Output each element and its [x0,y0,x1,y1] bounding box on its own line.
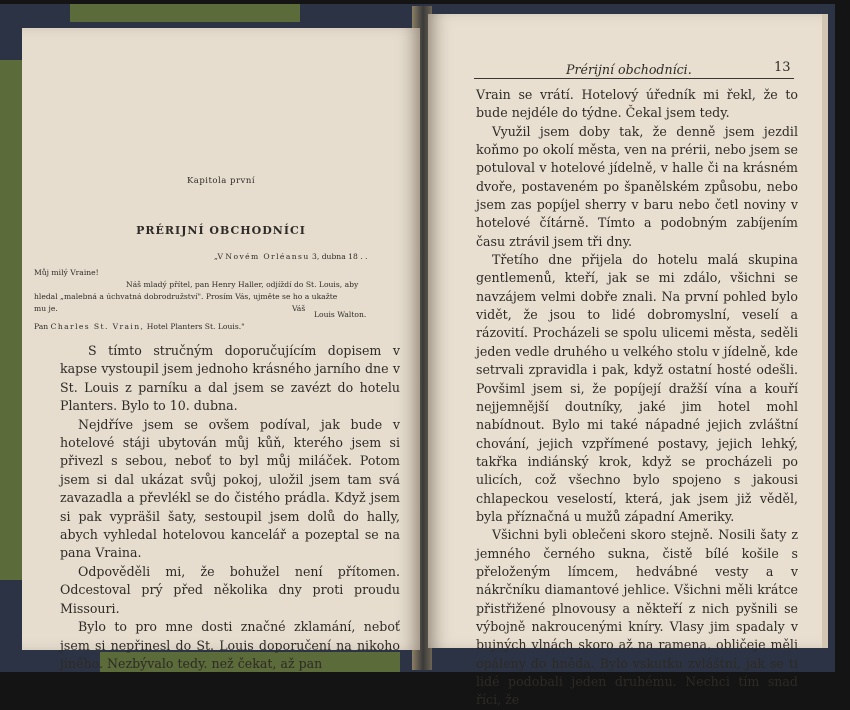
chapter-title: PRÉRIJNÍ OBCHODNÍCI [136,224,306,237]
paragraph: Nejdříve jsem se ovšem podíval, jak bude v hotelové stáji ubytován můj kůň, kterého jsem si přivezl s sebou, neboť to byl můj miláček. Potom jsem si dal ukázat svůj pokoj, uložil jsem tam svá zavazadla a převlékl se do čistého prádla. Když jsem si pak vypräšil šaty, sestoupil jsem dolů do hally, abych vyhledal hotelovou kancelář a pozeptal se na pana Vraina. [60,416,400,561]
letter-closing: Váš [292,304,306,313]
header-rule [474,78,794,79]
right-body-text [476,86,798,710]
letter-dateline: „V Novém Orléansu 3, dubna 18 . . [214,252,368,261]
letter-salutation: Můj milý Vraine! [34,268,99,277]
left-body-text [60,342,400,673]
paragraph: S tímto stručným doporučujícím dopisem v kapse vystoupil jsem jednoho krásného jarního dne v St. Louis z parníku a dal jsem se zavézt do hotelu Planters. Bylo to 10. dubna. [60,343,400,414]
letter-line: hledal „malebná a úchvatná dobrodružství". Prosím Vás, ujměte se ho a ukažte [34,292,338,301]
paragraph: Třetího dne přijela do hotelu malá skupina gentlemenů, kteří, jak se mi zdálo, všichni se navzájem velmi dobře znali. Na první pohled bylo vidět, že jsou to lidé dobromyslní, veselí a rázovití. Procházeli se spolu ulicemi města, seděli jeden vedle druhého u velkého stolu v jídelně, kde setrvali zpravidla i pak, když ostatní hosté odešli. Povšiml jsem si, že popíjejí dražší vína a kouří nejjemnější doutníky, jaké jim hotel mohl nabídnout. Bylo mi také nápadné jejich zvláštní chování, jejich vzpřímené postavy, jejich lehký, takřka indiánský krok, když se procházeli po ulicích, což všechno bylo spojeno s jakousi chlapeckou veselostí, která, jak jsem již věděl, byla příznačná u mužů západní Ameriky. [476,252,798,524]
paragraph: Bylo to pro mne dosti značné zklamání, neboť jsem si nepřinesl do St. Louis doporučení na nikoho jiného. Nezbývalo tedy. než čekat, až pan [60,619,400,671]
page-number: 13 [774,60,791,75]
letter-signature: Louis Walton. [314,310,367,319]
running-head: Prérijní obchodníci. [566,62,692,77]
cover-marbling-top [70,4,300,22]
paragraph: Využil jsem doby tak, že denně jsem jezdil koňmo po okolí města, ven na prérii, nebo jsem se potuloval v hotelové jídelně, v halle či na krásném dvoře, postaveném po španělském způsobu, nebo jsem zas popíjel sherry v baru nebo četl noviny v hotelové čítárně. Tímto a podobným zabíjením času ztrávil jsem tři dny. [476,123,798,249]
chapter-label: Kapitola první [186,176,256,186]
paragraph: Vrain se vrátí. Hotelový úředník mi řekl, že to bude nejdéle do týdne. Čekal jsem tedy. [476,87,798,121]
paragraph: Odpověděli mi, že bohužel není přítomen. Odcestoval prý před několika dny proti proudu Missouri. [60,563,400,616]
right-page [428,14,828,708]
paragraph: Všichni byli oblečeni skoro stejně. Nosili šaty z jemného černého sukna, čistě bílé košile s přeloženým límcem, hedvábné vesty a v nákrčníku diamantové jehlice. Všichni měli krátce přistřižené plnovousy a někteří z nich pyšnili se výbojně nakroucenými kníry. Vlasy jim spadaly v bujných vlnách skoro až na ramena, obličeje měli opáleny do hněda. Bylo vskutku zvláštní, jak se ti lidé podobali jeden druhému. Nechci tím snad říci, že [476,527,798,708]
letter-addressee: Pan Charles St. Vrain, Hotel Planters St. Louis." [34,322,245,331]
letter-line: mu je. [34,304,58,313]
letter-line: Náš mladý přítel, pan Henry Haller, odjíždí do St. Louis, aby [126,280,359,289]
left-page [22,28,420,671]
